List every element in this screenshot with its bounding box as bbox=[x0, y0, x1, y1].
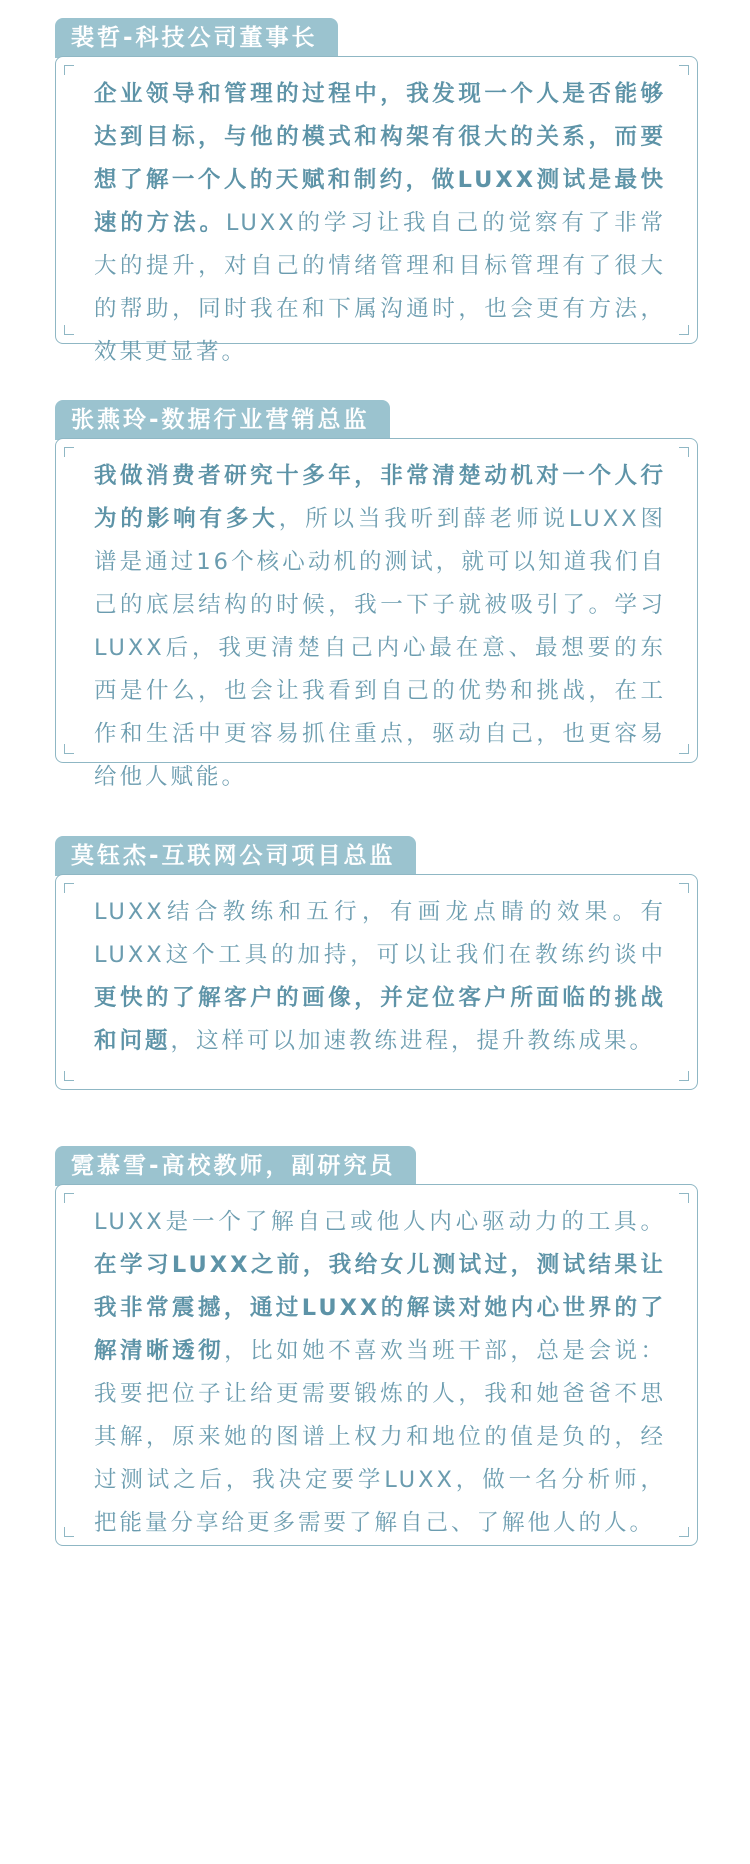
testimonial-card bbox=[0, 836, 750, 1090]
testimonial-card bbox=[0, 18, 750, 365]
corner-ornament bbox=[679, 1071, 689, 1081]
corner-ornament bbox=[679, 883, 689, 893]
testimonial-card bbox=[0, 1146, 750, 1546]
corner-ornament bbox=[679, 744, 689, 754]
quote-box bbox=[55, 874, 698, 1090]
person-name-tab: 裴哲-科技公司董事长 bbox=[55, 18, 338, 58]
quote-highlight: 我做消费者研究十多年，非常清楚动机对一个人行为的影响有多大 bbox=[94, 463, 666, 532]
quote-segment: ，所以当我听到薛老师说LUXX图谱是通过16个核心动机的测试，就可以知道我们自己的底层结构的时候，我一下子就被吸引了。学习LUXX后，我更清楚自己内心最在意、最想要的东西是什么，也会让我看到自己的优势和挑战，在工作和生活中更容易抓住重点，驱动自己，也更容易给他人赋能。 bbox=[94, 506, 666, 790]
corner-ornament bbox=[679, 325, 689, 335]
quote-segment: LUXX结合教练和五行，有画龙点睛的效果。有LUXX这个工具的加持，可以让我们在教练约谈中 bbox=[94, 899, 666, 968]
corner-ornament bbox=[679, 65, 689, 75]
quote-box bbox=[55, 1184, 698, 1546]
person-name-tab: 霓慕雪-高校教师，副研究员 bbox=[55, 1146, 416, 1186]
corner-ornament bbox=[64, 447, 74, 457]
quote-text bbox=[94, 73, 666, 374]
corner-ornament bbox=[679, 1193, 689, 1203]
quote-segment: LUXX是一个了解自己或他人内心驱动力的工具。 bbox=[94, 1209, 666, 1235]
quote-box bbox=[55, 56, 698, 365]
quote-box bbox=[55, 438, 698, 790]
quote-highlight: 更快的了解客户的画像，并定位客户所面临的挑战和问题 bbox=[94, 985, 666, 1054]
corner-ornament bbox=[64, 744, 74, 754]
quote-segment: ，比如她不喜欢当班干部，总是会说：我要把位子让给更需要锻炼的人，我和她爸爸不思其解，原来她的图谱上权力和地位的值是负的，经过测试之后，我决定要学LUXX，做一名分析师，把能量分享给更多需要了解自己、了解他人的人。 bbox=[94, 1338, 666, 1536]
quote-text bbox=[94, 891, 666, 1063]
quote-highlight: 在学习LUXX之前，我给女儿测试过，测试结果让我非常震撼，通过LUXX的解读对她内心世界的了解清晰透彻 bbox=[94, 1252, 666, 1364]
corner-ornament bbox=[64, 1071, 74, 1081]
corner-ornament bbox=[679, 447, 689, 457]
quote-text bbox=[94, 455, 666, 799]
corner-ornament bbox=[64, 883, 74, 893]
corner-ornament bbox=[64, 1527, 74, 1537]
corner-ornament bbox=[64, 325, 74, 335]
quote-segment: ，这样可以加速教练进程，提升教练成果。 bbox=[170, 1028, 656, 1054]
quote-highlight: 企业领导和管理的过程中，我发现一个人是否能够达到目标，与他的模式和构架有很大的关系，而要想了解一个人的天赋和制约，做LUXX测试是最快速的方法。 bbox=[94, 81, 666, 236]
testimonial-card bbox=[0, 400, 750, 790]
person-name-tab: 张燕玲-数据行业营销总监 bbox=[55, 400, 390, 440]
quote-segment: LUXX的学习让我自己的觉察有了非常大的提升，对自己的情绪管理和目标管理有了很大的帮助，同时我在和下属沟通时，也会更有方法，效果更显著。 bbox=[94, 210, 666, 365]
corner-ornament bbox=[679, 1527, 689, 1537]
corner-ornament bbox=[64, 65, 74, 75]
corner-ornament bbox=[64, 1193, 74, 1203]
person-name-tab: 莫钰杰-互联网公司项目总监 bbox=[55, 836, 416, 876]
quote-text bbox=[94, 1201, 666, 1545]
